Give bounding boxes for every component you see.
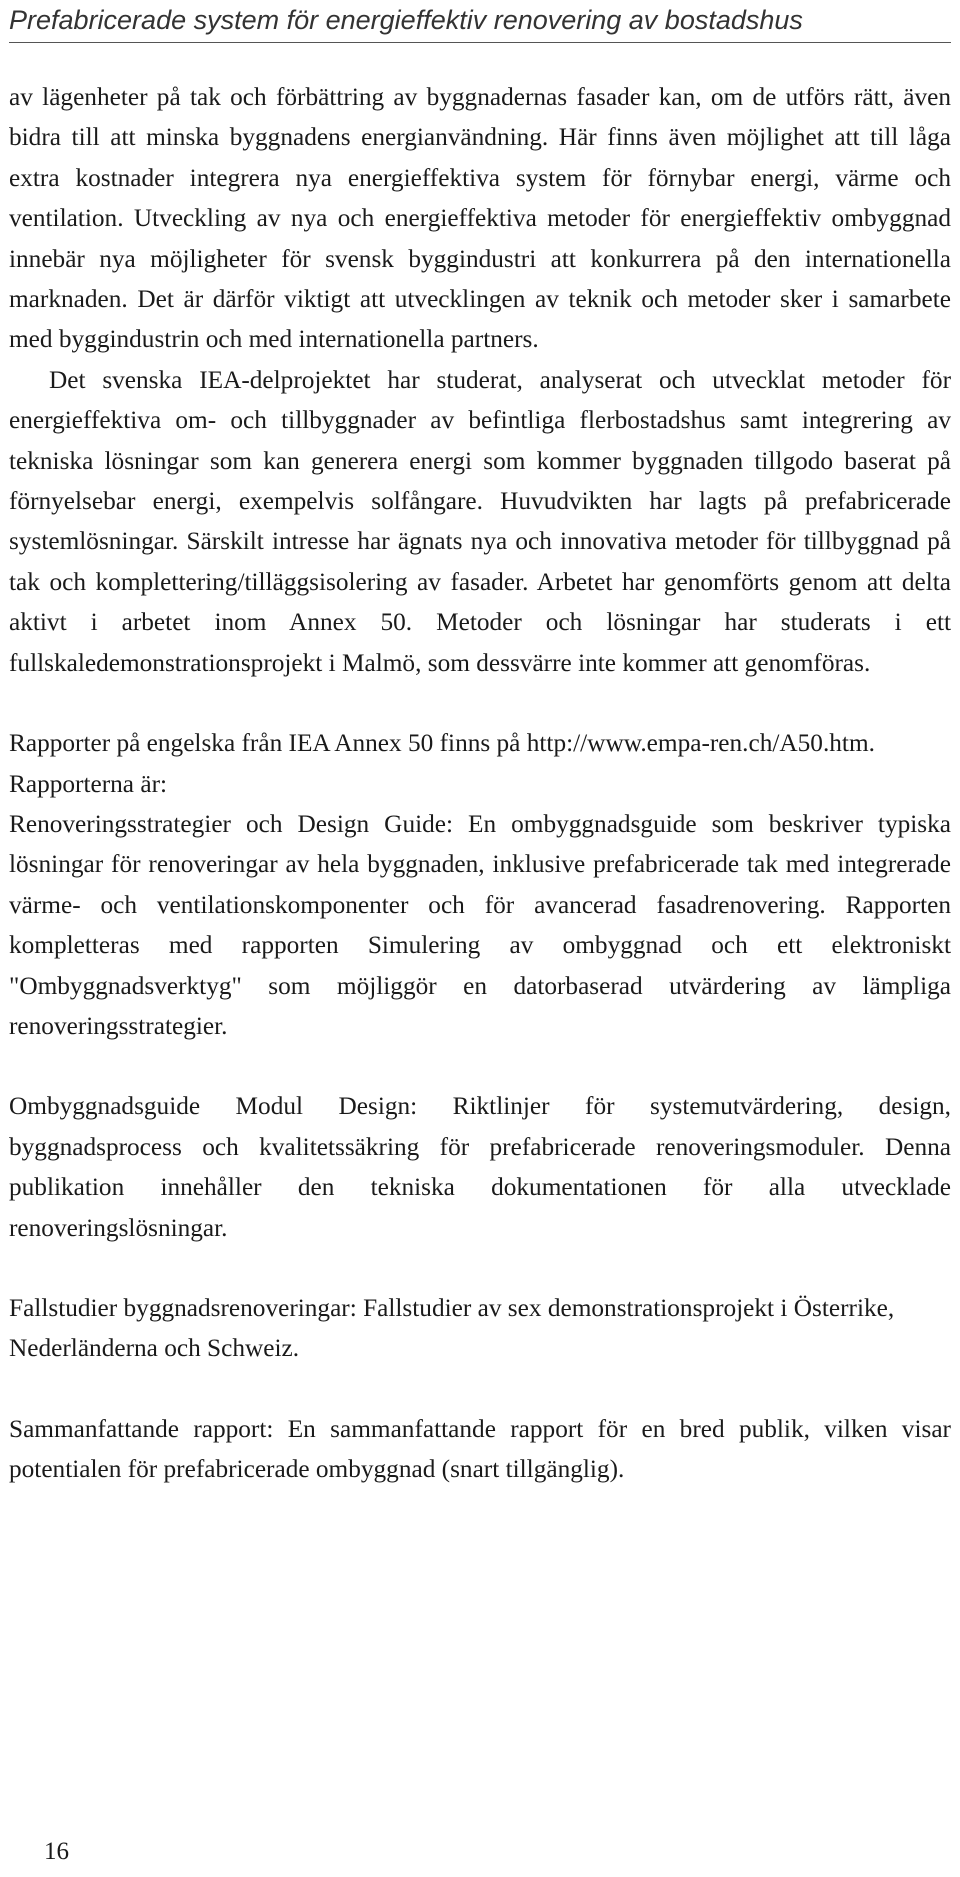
reports-list-label: Rapporterna är:: [9, 769, 168, 798]
body-text: [9, 77, 951, 1490]
paragraph-reports-link: Rapporter på engelska från IEA Annex 50 finns på http://www.empa-ren.ch/A50.htm.: [9, 729, 875, 758]
page-number: 16: [44, 1838, 69, 1865]
report-case-studies: Fallstudier byggnadsrenoveringar: Fallstudier av sex demonstrationsprojekt i Österrike, Nederländerna och Schweiz.: [9, 1293, 895, 1363]
paragraph-intro: av lägenheter på tak och förbättring av byggnadernas fasader kan, om de utförs rätt, även bidra till att minska byggnadens energianvändning. Här finns även möjlighet att till låga extra kostnader integrera nya energieffektiva system för förnybar energi, värme och ventilation. Utveckling av nya och energieffektiva metoder för energieffektiv ombyggnad innebär nya möjligheter för svensk byggindustri att konkurrera på den internationella marknaden. Det är därför viktigt att utvecklingen av teknik och metoder sker i samarbete med byggindustrin och med internationella partners.: [9, 83, 951, 354]
running-header: Prefabricerade system för energieffektiv renovering av bostadshus: [9, 5, 803, 35]
report-summary: Sammanfattande rapport: En sammanfattande rapport för en bred publik, vilken visar potentialen för prefabricerade ombyggnad (snart tillgänglig).: [9, 1414, 951, 1484]
header-rule: [9, 42, 951, 43]
report-module-design: Ombyggnadsguide Modul Design: Riktlinjer för systemutvärdering, design, byggnadsprocess och kvalitetssäkring för prefabricerade renoveringsmoduler. Denna publikation innehåller den tekniska dokumentationen för alla utvecklade renoveringslösningar.: [9, 1092, 951, 1242]
paragraph-iea-project: Det svenska IEA-delprojektet har studerat, analyserat och utvecklat metoder för energieffektiva om- och tillbyggnader av befintliga flerbostadshus samt integrering av tekniska lösningar som kan generera energi som kommer byggnaden tillgodo baserat på förnyelsebar energi, exempelvis solfångare. Huvudvikten har lagts på prefabricerade systemlösningar. Särskilt intresse har ägnats nya och innovativa metoder för tillbyggnad på tak och komplettering/tilläggsisolering av fasader. Arbetet har genomförts genom att delta aktivt i arbetet inom Annex 50. Metoder och lösningar har studerats i ett fullskaledemonstrationsprojekt i Malmö, som dessvärre inte kommer att genomföras.: [9, 365, 951, 677]
report-renovation-strategies: Renoveringsstrategier och Design Guide: En ombyggnadsguide som beskriver typiska lösningar för renoveringar av hela byggnaden, inklusive prefabricerade tak med integrerade värme- och ventilationskomponenter och för avancerad fasadrenovering. Rapporten kompletteras med rapporten Simulering av ombyggnad och ett elektroniskt "Ombyggnadsverktyg" som möjliggör en datorbaserad utvärdering av lämpliga renoveringsstrategier.: [9, 809, 951, 1040]
reports-list-block: [9, 764, 951, 1047]
